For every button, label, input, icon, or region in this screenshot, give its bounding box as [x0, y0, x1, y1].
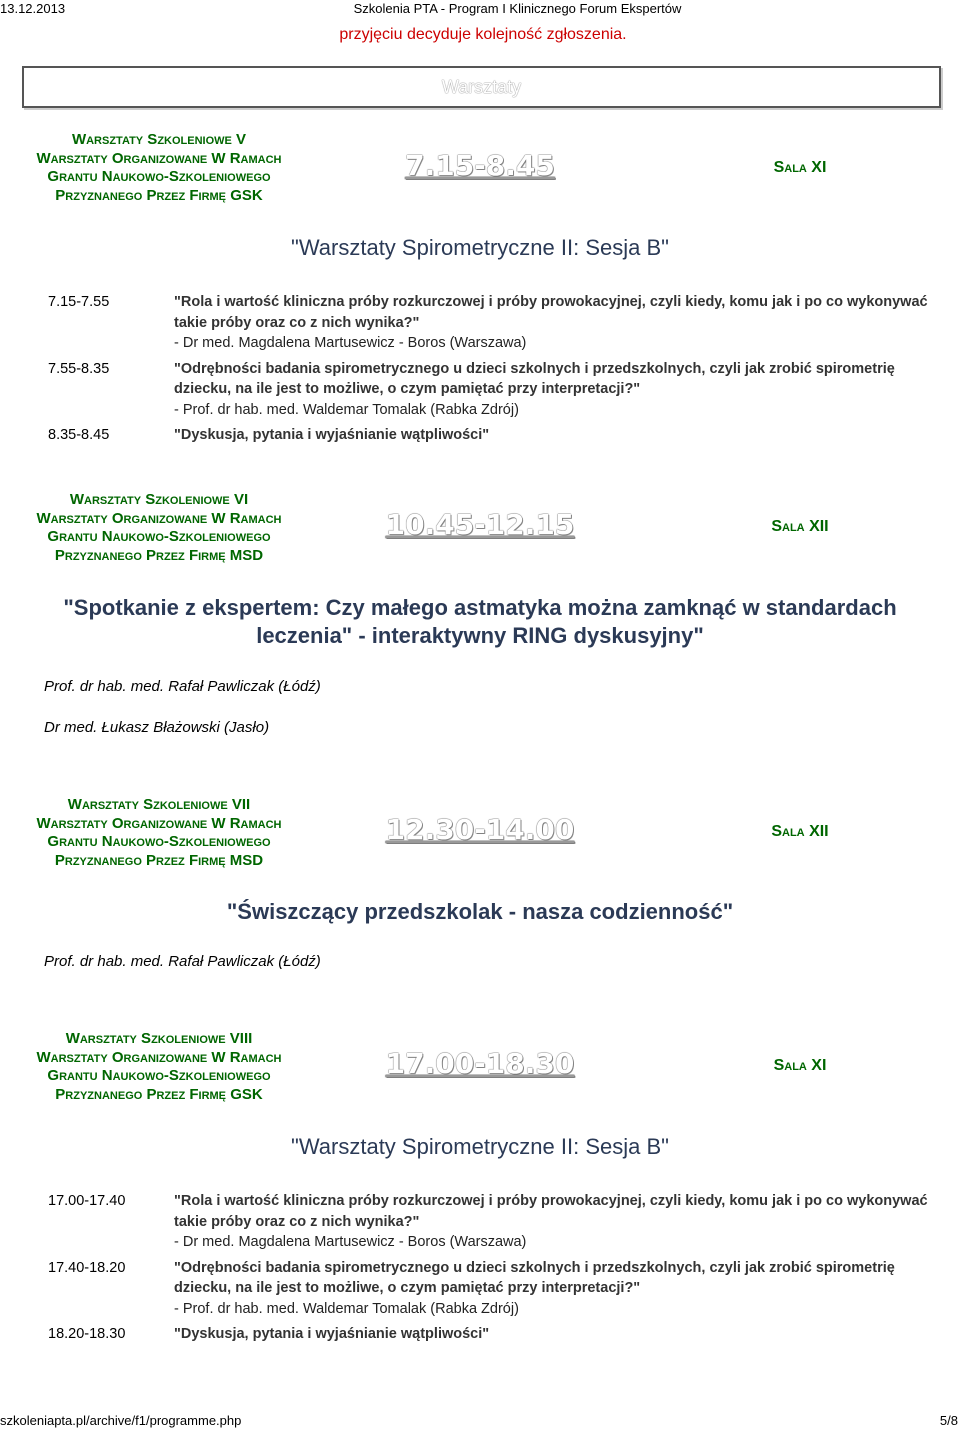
session-title: "Rola i wartość kliniczna próby rozkurczowej i próby prowokacyjnej, czyli kiedy, komu jak i po co wykonywać takie próby oraz co z nich wynika?" — [174, 1193, 928, 1230]
session-speaker: - Prof. dr hab. med. Waldemar Tomalak (Rabka Zdrój) — [174, 401, 519, 418]
expert-name: Prof. dr hab. med. Rafał Pawliczak (Łódź) — [44, 953, 321, 970]
session-title: "Odrębności badania spirometrycznego u dzieci szkolnych i przedszkolnych, czyli jak zrobić spirometrię dziecku, na ile jest to możliwe, o czym pamiętać przy interpretacji?" — [174, 360, 895, 397]
session-content — [174, 1324, 928, 1345]
schedule-row — [48, 425, 928, 446]
workshop-line: Warsztaty Organizowane W Ramach — [36, 509, 282, 527]
workshop-time: 10.45-12.15 — [385, 508, 575, 541]
schedule-row — [48, 292, 928, 359]
session-content — [174, 359, 928, 426]
session-content — [174, 1258, 928, 1325]
schedule-row — [48, 1191, 928, 1258]
workshop-line: Przyznanego Przez Firmę MSD — [54, 851, 264, 869]
session-title: "Rola i wartość kliniczna próby rozkurczowej i próby prowokacyjnej, czyli kiedy, komu jak i po co wykonywać takie próby oraz co z nich wynika?" — [174, 294, 928, 331]
schedule-row — [48, 1324, 928, 1345]
workshop-line: Warsztaty Organizowane W Ramach — [36, 814, 282, 832]
section-header-box — [22, 66, 941, 108]
print-date: 13.12.2013 — [0, 1, 66, 16]
expert-name: Dr med. Łukasz Błażowski (Jasło) — [44, 719, 270, 736]
session-time: 18.20-18.30 — [48, 1326, 126, 1342]
page-number: 5/8 — [939, 1413, 958, 1428]
workshop-line: Grantu Naukowo-Szkoleniowego — [47, 168, 271, 185]
workshop-topic: "Świszczący przedszkolak - nasza codzienność" — [226, 899, 734, 924]
workshop-name — [0, 491, 318, 565]
workshop-line: Przyznanego Przez Firmę MSD — [54, 546, 264, 564]
workshop-name — [0, 1030, 318, 1104]
session-time: 8.35-8.45 — [48, 427, 110, 443]
workshop-line: Warsztaty Szkoleniowe VIII — [65, 1030, 253, 1047]
session-speaker: - Dr med. Magdalena Martusewicz - Boros (Warszawa) — [174, 335, 527, 351]
workshop-line: Warsztaty Szkoleniowe V — [71, 131, 247, 148]
expert-name: Prof. dr hab. med. Rafał Pawliczak (Łódź) — [44, 678, 321, 695]
schedule-row — [48, 1258, 928, 1325]
workshop-topic: "Warsztaty Spirometryczne II: Sesja B" — [291, 235, 669, 260]
workshop-topic: "Warsztaty Spirometryczne II: Sesja B" — [291, 1134, 669, 1159]
session-title: "Odrębności badania spirometrycznego u dzieci szkolnych i przedszkolnych, czyli jak zrobić spirometrię dziecku, na ile jest to możliwe, o czym pamiętać przy interpretacji?" — [174, 1259, 895, 1296]
workshop-line: Grantu Naukowo-Szkoleniowego — [47, 1067, 271, 1084]
workshop-time: 12.30-14.00 — [385, 813, 575, 846]
session-time: 7.15-7.55 — [48, 294, 110, 310]
page-url: szkoleniapta.pl/archive/f1/programme.php — [0, 1413, 242, 1428]
workshop-line: Przyznanego Przez Firmę GSK — [55, 1085, 263, 1103]
workshop-line: Grantu Naukowo-Szkoleniowego — [47, 833, 271, 850]
workshop-name — [0, 131, 318, 205]
section-title: Warsztaty — [441, 77, 522, 97]
registration-notice: przyjęciu decyduje kolejność zgłoszenia. — [339, 26, 627, 43]
workshop-line: Grantu Naukowo-Szkoleniowego — [47, 528, 271, 545]
workshop-line: Przyznanego Przez Firmę GSK — [55, 186, 263, 204]
workshop-time: 7.15-8.45 — [405, 149, 555, 182]
schedule-table — [48, 1191, 928, 1345]
workshop-name — [0, 796, 318, 870]
workshop-room: Sala XI — [773, 1057, 827, 1074]
schedule-table — [48, 292, 928, 446]
workshop-topic: "Spotkanie z ekspertem: Czy małego astmatyka można zamknąć w standardach leczenia" - interaktywny RING dyskusyjny" — [63, 595, 897, 648]
workshop-room: Sala XII — [771, 823, 829, 840]
session-speaker: - Dr med. Magdalena Martusewicz - Boros (Warszawa) — [174, 1234, 527, 1250]
session-content — [174, 292, 928, 359]
session-time: 17.40-18.20 — [48, 1259, 126, 1276]
workshop-line: Warsztaty Szkoleniowe VI — [69, 491, 249, 508]
workshop-room: Sala XII — [771, 518, 829, 535]
session-time: 7.55-8.35 — [48, 360, 110, 377]
workshop-time: 17.00-18.30 — [385, 1047, 575, 1080]
workshop-line: Warsztaty Szkoleniowe VII — [67, 796, 251, 813]
page-title: Szkolenia PTA - Program I Klinicznego Forum Ekspertów — [353, 1, 682, 16]
workshop-line: Warsztaty Organizowane W Ramach — [36, 1048, 282, 1066]
workshop-room: Sala XI — [773, 159, 827, 176]
session-speaker: - Prof. dr hab. med. Waldemar Tomalak (Rabka Zdrój) — [174, 1300, 519, 1317]
session-content — [174, 1191, 928, 1258]
session-time: 17.00-17.40 — [48, 1193, 126, 1209]
workshop-line: Warsztaty Organizowane W Ramach — [36, 149, 282, 167]
schedule-row — [48, 359, 928, 426]
session-content — [174, 425, 928, 446]
session-title: "Dyskusja, pytania i wyjaśnianie wątpliwości" — [174, 1326, 490, 1342]
session-title: "Dyskusja, pytania i wyjaśnianie wątpliwości" — [174, 427, 490, 443]
